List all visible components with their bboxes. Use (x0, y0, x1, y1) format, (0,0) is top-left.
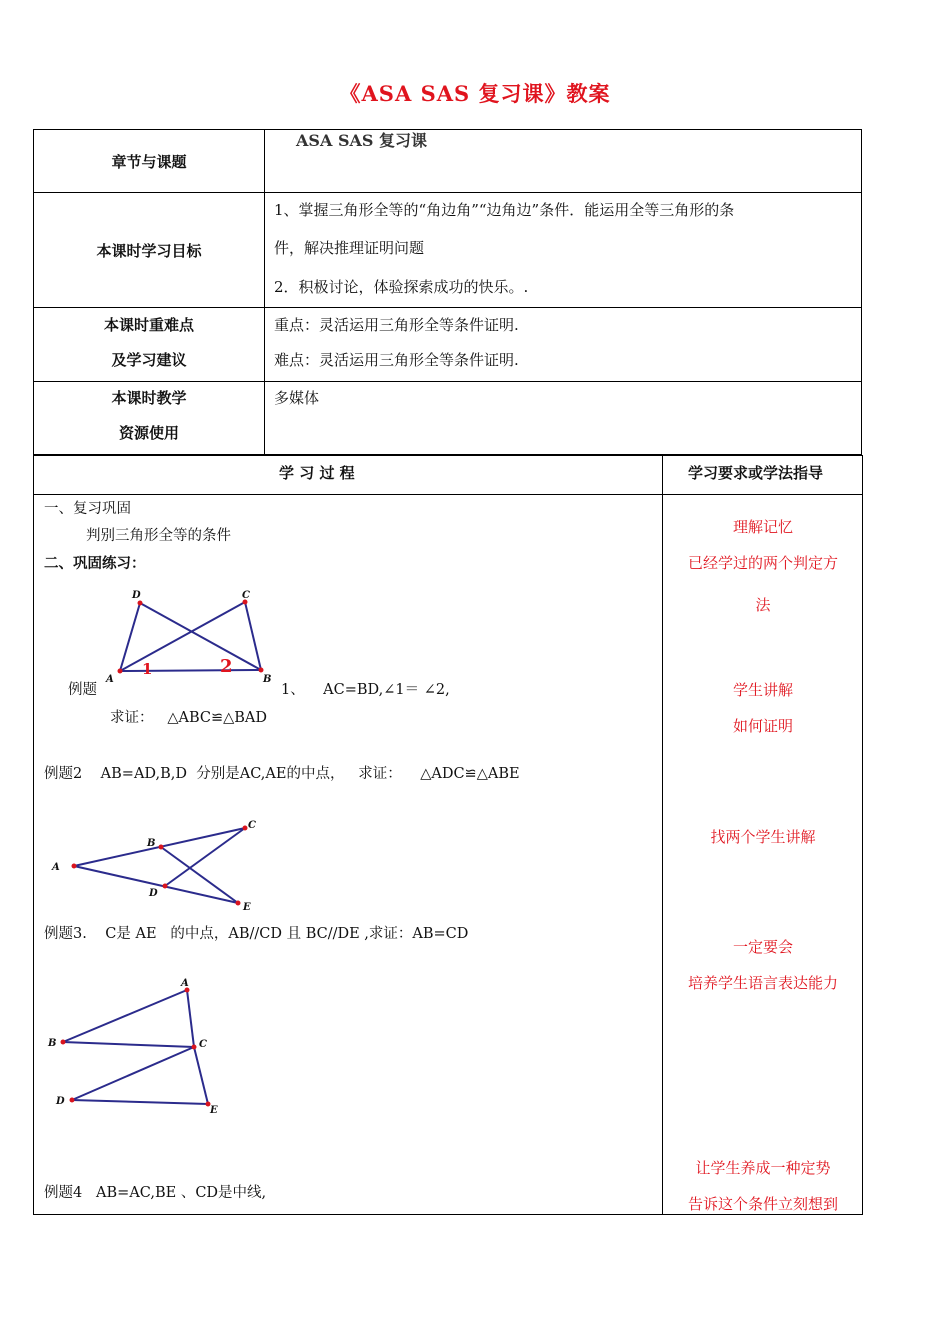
content-keypoints (265, 308, 862, 382)
keypoints-label-1: 本课时重难点 (103, 316, 194, 334)
chapter-title: ASA SAS 复习课 (296, 131, 428, 150)
content-objectives (265, 193, 862, 308)
learning-process-section (33, 455, 863, 1215)
content-resources (265, 382, 862, 455)
fig2-label-d: D (149, 888, 158, 899)
fig1-label-b: B (263, 674, 272, 685)
objective-line-2: 件，解决推理证明问题 (274, 239, 425, 257)
note-habit: 让学生养成一种定势 (695, 1159, 831, 1177)
section-review-sub: 判别三角形全等的条件 (86, 528, 231, 544)
column-divider (662, 456, 663, 1214)
resources-label-1: 本课时教学 (111, 389, 187, 407)
fig1-label-d: D (132, 590, 141, 601)
info-table (33, 129, 862, 455)
fig3-label-d: D (56, 1096, 65, 1107)
example-2: 例题2 AB=AD,B,D 分别是AC,AE的中点， 求证： △ADC≌△ABE (44, 766, 520, 782)
note-must-know: 一定要会 (732, 938, 793, 956)
note-two-students: 找两个学生讲解 (710, 828, 816, 846)
fig1-angle-2: 2 (220, 656, 233, 677)
example-1-prove: 求证： △ABC≌△BAD (110, 710, 268, 726)
label-chapter: 章节与课题 (34, 130, 265, 193)
fig3-label-e: E (210, 1105, 218, 1116)
example-1-label: 例题 (68, 682, 97, 698)
fig2-label-b: B (147, 838, 156, 849)
page-title: 《ASA SAS 复习课》教案 (339, 81, 611, 106)
label-keypoints (34, 308, 265, 382)
fig2-label-c: C (248, 820, 256, 831)
note-understand: 理解记忆 (732, 518, 793, 536)
figure-example-3 (46, 974, 246, 1119)
section-review: 一、复习巩固 (44, 501, 131, 517)
fig3-label-a: A (181, 978, 189, 989)
note-recall: 告诉这个条件立刻想到 (687, 1195, 838, 1213)
fig3-label-c: C (199, 1039, 207, 1050)
fig1-label-c: C (242, 590, 250, 601)
figure-example-2 (46, 816, 276, 911)
objective-line-3: 2．积极讨论，体验探索成功的快乐。. (274, 278, 529, 296)
fig1-angle-1: 1 (142, 660, 153, 678)
guidance-header: 学习要求或学法指导 (688, 464, 824, 482)
label-resources (34, 382, 265, 455)
example-4: 例题4 AB=AC,BE 、CD是中线, (44, 1185, 267, 1201)
objective-line-1: 1、掌握三角形全等的“角边角”“边角边”条件．能运用全等三角形的条 (274, 201, 735, 219)
header-divider (34, 494, 862, 495)
keypoint-line-2: 难点：灵活运用三角形全等条件证明. (274, 351, 519, 369)
note-method: 法 (755, 596, 771, 614)
note-learned-methods: 已经学过的两个判定方 (687, 554, 838, 572)
resources-label-2: 资源使用 (118, 424, 179, 442)
note-student-explain: 学生讲解 (732, 681, 793, 699)
fig2-label-e: E (243, 902, 251, 911)
example-1-given: 1、 AC=BD,∠1＝ ∠2, (281, 682, 450, 698)
process-header: 学 习 过 程 (279, 464, 355, 482)
fig2-label-a: A (52, 862, 60, 873)
note-how-prove: 如何证明 (732, 717, 793, 735)
label-objectives: 本课时学习目标 (34, 193, 265, 308)
example-3: 例题3. C是 AE 的中点，AB//CD 且 BC//DE ,求证：AB=CD (44, 926, 469, 942)
fig1-label-a: A (106, 674, 114, 685)
note-language-skill: 培养学生语言表达能力 (687, 974, 838, 992)
section-practice: 二、巩固练习： (44, 556, 146, 572)
keypoint-line-1: 重点：灵活运用三角形全等条件证明. (274, 316, 519, 334)
resources-value: 多媒体 (274, 389, 320, 407)
content-chapter (265, 130, 862, 193)
figure-example-1 (102, 586, 282, 686)
fig3-label-b: B (48, 1038, 57, 1049)
keypoints-label-2: 及学习建议 (111, 351, 187, 369)
